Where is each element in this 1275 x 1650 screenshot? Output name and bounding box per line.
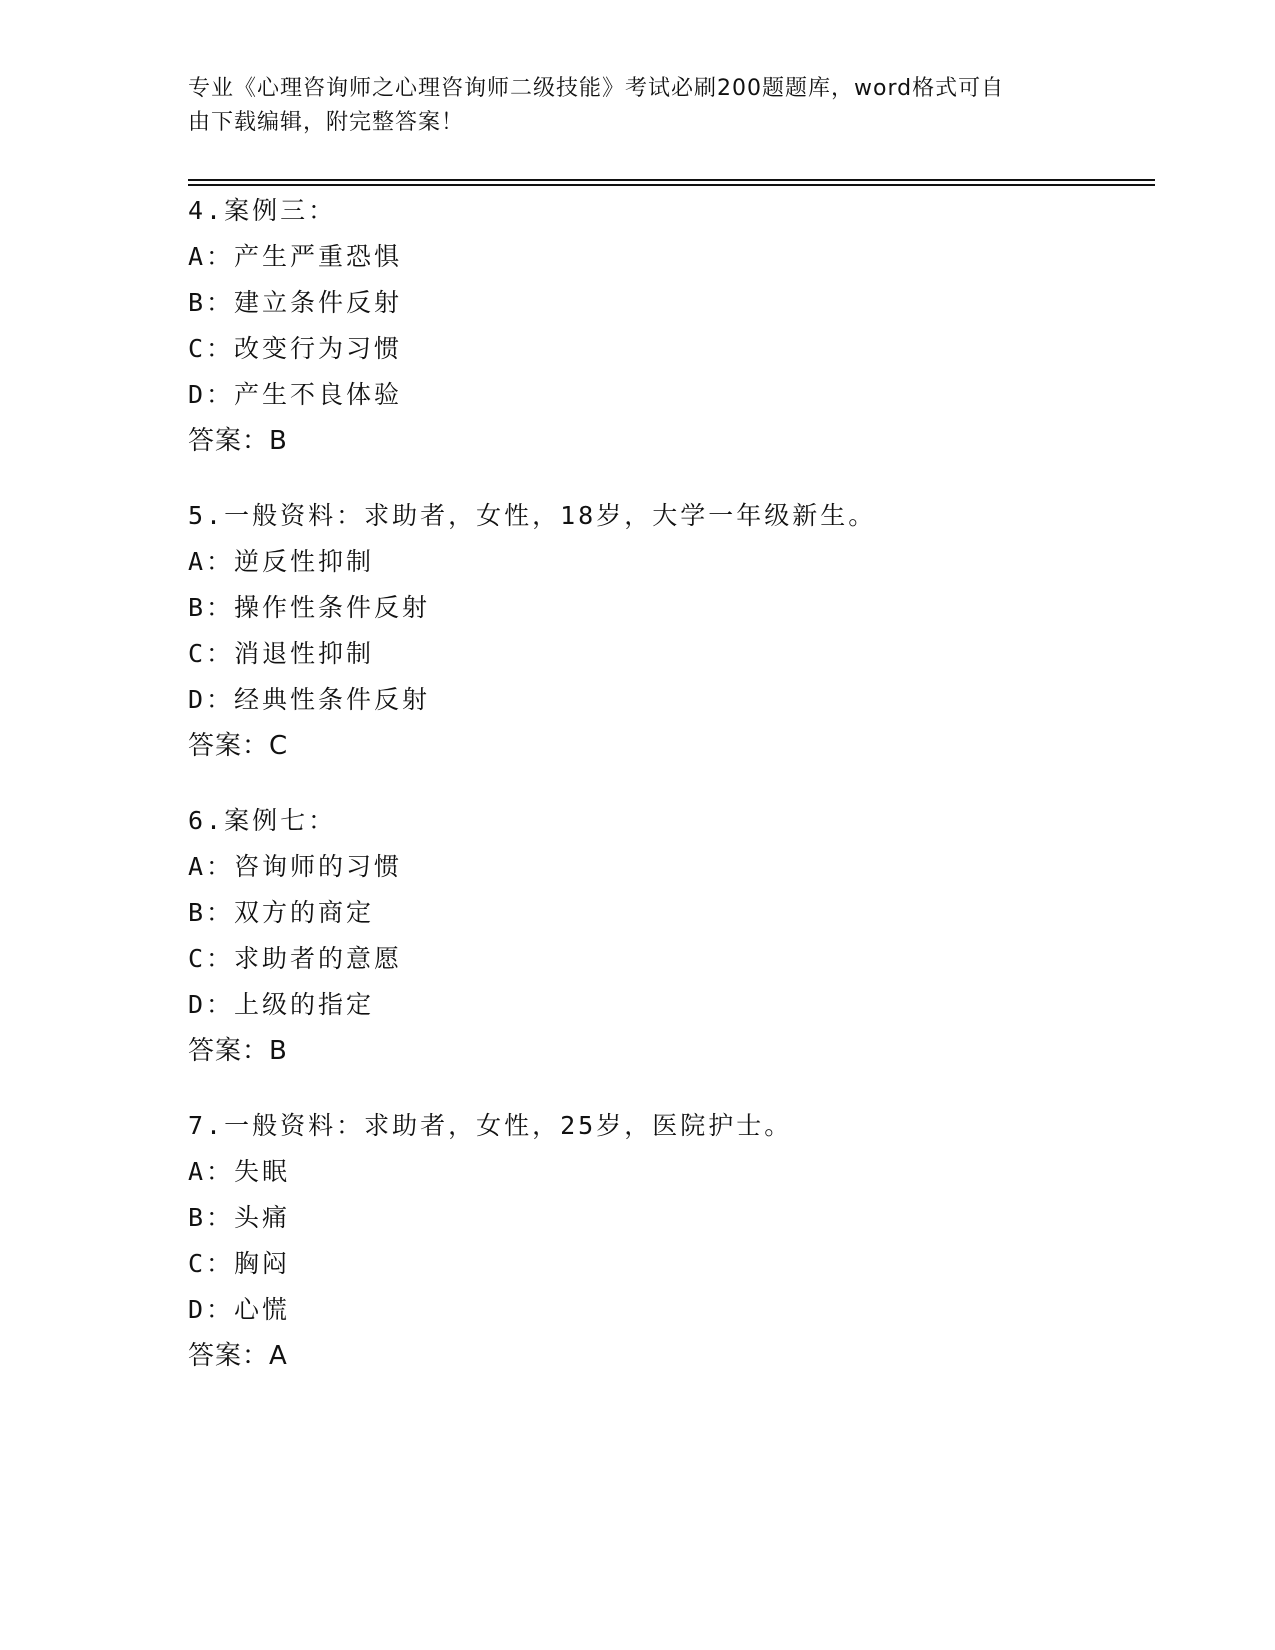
question-stem: 4.案例三： bbox=[188, 196, 337, 225]
option-d: D：经典性条件反射 bbox=[188, 685, 431, 714]
option-d: D：上级的指定 bbox=[188, 990, 375, 1019]
option-c: C：消退性抑制 bbox=[188, 639, 375, 668]
question-list bbox=[188, 188, 1148, 1408]
header-line-2: 由下载编辑，附完整答案！ bbox=[188, 110, 465, 135]
question-block bbox=[188, 188, 1148, 464]
option-a: A：产生严重恐惧 bbox=[188, 242, 403, 271]
answer-line: 答案：B bbox=[188, 1036, 288, 1066]
option-d: D：心慌 bbox=[188, 1295, 291, 1324]
option-a: A：逆反性抑制 bbox=[188, 547, 375, 576]
question-block bbox=[188, 493, 1148, 769]
question-block bbox=[188, 798, 1148, 1074]
answer-line: 答案：C bbox=[188, 731, 289, 761]
header-divider-bottom bbox=[188, 184, 1155, 186]
option-a: A：失眠 bbox=[188, 1157, 291, 1186]
answer-line: 答案：A bbox=[188, 1341, 288, 1371]
header-divider-top bbox=[188, 179, 1155, 181]
document-header bbox=[188, 72, 1088, 140]
option-a: A：咨询师的习惯 bbox=[188, 852, 403, 881]
option-b: B：头痛 bbox=[188, 1203, 291, 1232]
option-b: B：操作性条件反射 bbox=[188, 593, 431, 622]
option-c: C：改变行为习惯 bbox=[188, 334, 403, 363]
question-stem: 6.案例七： bbox=[188, 806, 337, 835]
option-c: C：胸闷 bbox=[188, 1249, 291, 1278]
option-b: B：建立条件反射 bbox=[188, 288, 403, 317]
header-line-1: 专业《心理咨询师之心理咨询师二级技能》考试必刷200题题库，word格式可自 bbox=[188, 76, 1005, 101]
question-block bbox=[188, 1103, 1148, 1379]
option-b: B：双方的商定 bbox=[188, 898, 375, 927]
question-stem: 5.一般资料：求助者，女性，18岁，大学一年级新生。 bbox=[188, 501, 877, 530]
question-stem: 7.一般资料：求助者，女性，25岁，医院护士。 bbox=[188, 1111, 793, 1140]
answer-line: 答案：B bbox=[188, 426, 288, 456]
option-c: C：求助者的意愿 bbox=[188, 944, 403, 973]
option-d: D：产生不良体验 bbox=[188, 380, 403, 409]
